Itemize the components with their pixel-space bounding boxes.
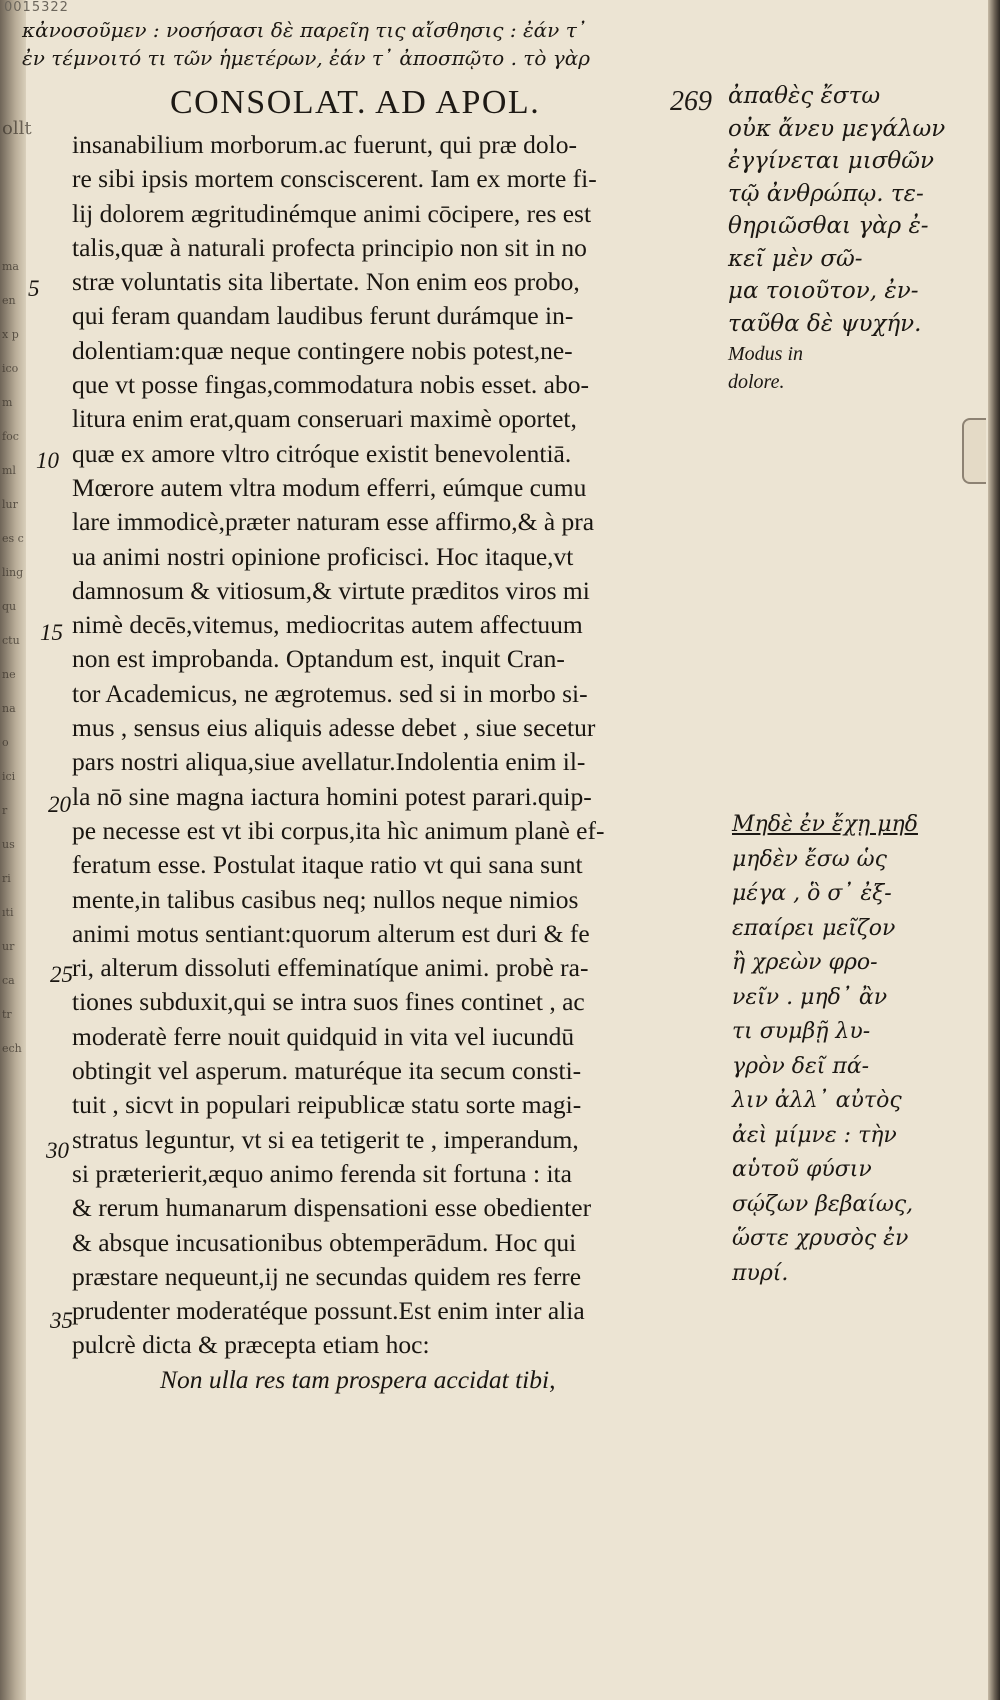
top-annotation-line: ἐν τέμνοιτό τι τῶν ἡμετέρων, ἐάν τ᾽ ἀποσπῷτο . τὸ γὰρ bbox=[22, 46, 590, 70]
text-line: lij dolorem ægritudinémque animi cōcipere, res est bbox=[72, 198, 592, 228]
main-text-block bbox=[72, 128, 732, 1397]
text-line: quæ ex amore vltro citróque existit benevolentiā. bbox=[72, 438, 572, 468]
page-tab-marker bbox=[962, 418, 986, 484]
scan-id-mark: 0015322 bbox=[4, 0, 69, 15]
text-line: prudenter moderatéque possunt.Est enim inter alia bbox=[72, 1296, 585, 1326]
text-line: si præterierit,æquo animo ferenda sit fortuna : ita bbox=[72, 1158, 572, 1188]
bleed-through-fragment: x p bbox=[2, 328, 19, 341]
line-number: 15 bbox=[40, 620, 63, 645]
text-line: non est improbanda. Optandum est, inquit Cran- bbox=[72, 644, 565, 674]
margin-annotation-line: σῴζων βεβαίως, bbox=[732, 1191, 914, 1217]
text-line: tuit , sicvt in populari reipublicæ statu sorte magi- bbox=[72, 1090, 582, 1120]
bleed-through-top: ollt bbox=[2, 118, 32, 139]
margin-annotation-line: ἢ χρεὼν φρο- bbox=[732, 950, 878, 975]
margin-annotation-line: ὥστε χρυσὸς ἐν bbox=[732, 1226, 909, 1251]
text-line: mente,in talibus casibus neq; nullos neque nimios bbox=[72, 884, 579, 914]
margin-annotation-line: μα τοιοῦτον, ἐν- bbox=[728, 278, 919, 304]
margin-annotation-line: γρὸν δεῖ πά- bbox=[732, 1053, 870, 1079]
text-line: damnosum & vitiosum,& virtute præditos viros mi bbox=[72, 575, 590, 605]
margin-annotation-line: λιν ἀλλ᾽ αὐτὸς bbox=[732, 1088, 902, 1113]
text-line: la nō sine magna iactura homini potest parari.quip- bbox=[72, 781, 592, 811]
page-edge-right bbox=[988, 0, 1000, 1700]
line-number: 30 bbox=[46, 1138, 69, 1163]
bleed-through-fragment: us bbox=[2, 838, 15, 851]
margin-annotation-upper bbox=[728, 80, 945, 340]
bleed-through-fragment: ctu bbox=[2, 634, 20, 647]
margin-annotation-line: τι συμβῇ λυ- bbox=[732, 1019, 871, 1044]
margin-annotation-line: Μηδὲ ἐν ἔχῃ μηδ bbox=[732, 812, 918, 837]
verse-line: Non ulla res tam prospera accidat tibi, bbox=[160, 1364, 556, 1394]
line-number: 5 bbox=[28, 276, 40, 301]
margin-annotation-line: οὐκ ἄνευ μεγάλων bbox=[728, 115, 946, 142]
page-header bbox=[170, 84, 710, 124]
line-number: 10 bbox=[36, 448, 59, 473]
margin-annotation-line: κεῖ μὲν σῶ- bbox=[728, 245, 863, 272]
margin-annotation-line: τῷ ἀνθρώπῳ. τε- bbox=[728, 180, 924, 207]
margin-annotation-line: αὑτοῦ φύσιν bbox=[732, 1157, 872, 1182]
bleed-through-fragment: ri bbox=[2, 872, 11, 885]
text-line: mus , sensus eius aliquis adesse debet , siue secetur bbox=[72, 713, 596, 743]
text-line: præstare nequeunt,ij ne secundas quidem res ferre bbox=[72, 1261, 582, 1291]
page-number: 269 bbox=[670, 86, 712, 117]
running-head: CONSOLAT. AD APOL. bbox=[170, 84, 541, 121]
margin-annotation-line: ἀπαθὲς ἔστω bbox=[728, 83, 881, 109]
text-line: litura enim erat,quam conseruari maximè oportet, bbox=[72, 404, 577, 434]
margin-annotation-line: ταῦθα δὲ ψυχήν. bbox=[728, 310, 922, 337]
printed-margin-note-line: Modus in bbox=[728, 343, 803, 365]
text-line: lare immodicè,præter naturam esse affirmo,& à pra bbox=[72, 507, 595, 537]
text-line: ri, alterum dissoluti effeminatíque animi. probè ra- bbox=[72, 953, 589, 983]
bleed-through-fragment: ma bbox=[2, 260, 19, 273]
bleed-through-fragment: ne bbox=[2, 668, 16, 681]
bleed-through-fragment: ech bbox=[2, 1042, 22, 1055]
bleed-through-fragment: foc bbox=[2, 430, 19, 443]
text-line: animi motus sentiant:quorum alterum est duri & fe bbox=[72, 918, 590, 948]
bleed-through-fragment: r bbox=[2, 804, 8, 817]
bleed-through-fragment: ml bbox=[2, 464, 16, 477]
bleed-through-fragment: ıti bbox=[2, 906, 14, 919]
margin-annotation-line: νεῖν . μηδ᾽ ἂν bbox=[732, 984, 888, 1010]
text-line: & absque incusationibus obtemperādum. Hoc qui bbox=[72, 1227, 577, 1257]
top-handwritten-annotation bbox=[22, 16, 590, 72]
bleed-through-fragment: qu bbox=[2, 600, 17, 613]
bleed-through-fragment: tr bbox=[2, 1008, 12, 1021]
bleed-through-fragment: ling bbox=[2, 566, 24, 579]
bleed-through-fragment: na bbox=[2, 702, 16, 715]
text-line: insanabilium morborum.ac fuerunt, qui præ dolo- bbox=[72, 130, 577, 159]
text-line: qui feram quandam laudibus ferunt durámque in- bbox=[72, 301, 574, 331]
bleed-through-fragment: ca bbox=[2, 974, 15, 987]
margin-annotation-line: επαίρει μεῖζον bbox=[732, 915, 896, 941]
bleed-through-fragment: o bbox=[2, 736, 9, 749]
text-line: pe necesse est vt ibi corpus,ita hìc animum planè ef- bbox=[72, 815, 605, 845]
bleed-through-fragment: ur bbox=[2, 940, 15, 953]
text-line: talis,quæ à naturali profecta principio non sit in no bbox=[72, 232, 587, 262]
text-line: tor Academicus, ne ægrotemus. sed si in morbo si- bbox=[72, 678, 588, 708]
margin-annotation-line: ἀεὶ μίμνε : τὴν bbox=[732, 1122, 897, 1148]
line-number: 20 bbox=[48, 792, 71, 817]
text-line: & rerum humanarum dispensationi esse obedienter bbox=[72, 1193, 592, 1223]
text-line: pulcrè dicta & præcepta etiam hoc: bbox=[72, 1330, 430, 1360]
printed-margin-note bbox=[728, 340, 803, 396]
printed-margin-note-line: dolore. bbox=[728, 371, 785, 393]
line-number: 35 bbox=[50, 1308, 73, 1333]
text-line: dolentiam:quæ neque contingere nobis potest,ne- bbox=[72, 335, 573, 365]
margin-annotation-line: μηδὲν ἔσω ὡς bbox=[732, 846, 887, 872]
text-line: que vt posse fingas,commodatura nobis esset. abo- bbox=[72, 370, 589, 400]
text-line: stræ voluntatis sita libertate. Non enim eos probo, bbox=[72, 267, 580, 297]
bleed-through-text bbox=[2, 250, 24, 1066]
text-line: pars nostri aliqua,siue avellatur.Indolentia enim il- bbox=[72, 747, 586, 777]
margin-annotation-line: μέγα , ὃ σ᾽ ἐξ- bbox=[732, 881, 892, 906]
text-line: feratum esse. Postulat itaque ratio vt qui sana sunt bbox=[72, 850, 583, 880]
text-line: moderatè ferre nouit quidquid in vita vel iucundū bbox=[72, 1021, 575, 1051]
text-line: obtingit vel asperum. maturéque ita secum consti- bbox=[72, 1056, 582, 1086]
text-line: Mœrore autem vltra modum efferri, eúmque cumu bbox=[72, 472, 587, 502]
margin-annotation-lower bbox=[732, 808, 918, 1291]
text-line: stratus leguntur, vt si ea tetigerit te , imperandum, bbox=[72, 1124, 579, 1154]
bleed-through-fragment: ico bbox=[2, 362, 19, 375]
bleed-through-fragment: en bbox=[2, 294, 16, 307]
top-annotation-line: κἀνοσοῦμεν : νοσήσασι δὲ παρεῖη τις αἴσθησις : ἐάν τ᾽ bbox=[22, 18, 587, 42]
margin-annotation-line: πυρί. bbox=[732, 1260, 789, 1286]
bleed-through-fragment: lur bbox=[2, 498, 18, 511]
text-line: re sibi ipsis mortem consciscerent. Iam ex morte fi- bbox=[72, 164, 597, 194]
bleed-through-fragment: m bbox=[2, 396, 13, 409]
text-line: tiones subduxit,qui se intra suos fines continet , ac bbox=[72, 987, 585, 1017]
line-number: 25 bbox=[50, 962, 73, 987]
text-line: nimè decēs,vitemus, mediocritas autem affectuum bbox=[72, 610, 583, 640]
margin-annotation-line: ἐγγίνεται μισθῶν bbox=[728, 148, 935, 174]
bleed-through-fragment: ici bbox=[2, 770, 16, 783]
bleed-through-fragment: es c bbox=[2, 532, 24, 545]
text-line: ua animi nostri opinione proficisci. Hoc itaque,vt bbox=[72, 541, 574, 571]
margin-annotation-line: θηριῶσθαι γὰρ ἐ- bbox=[728, 213, 929, 239]
